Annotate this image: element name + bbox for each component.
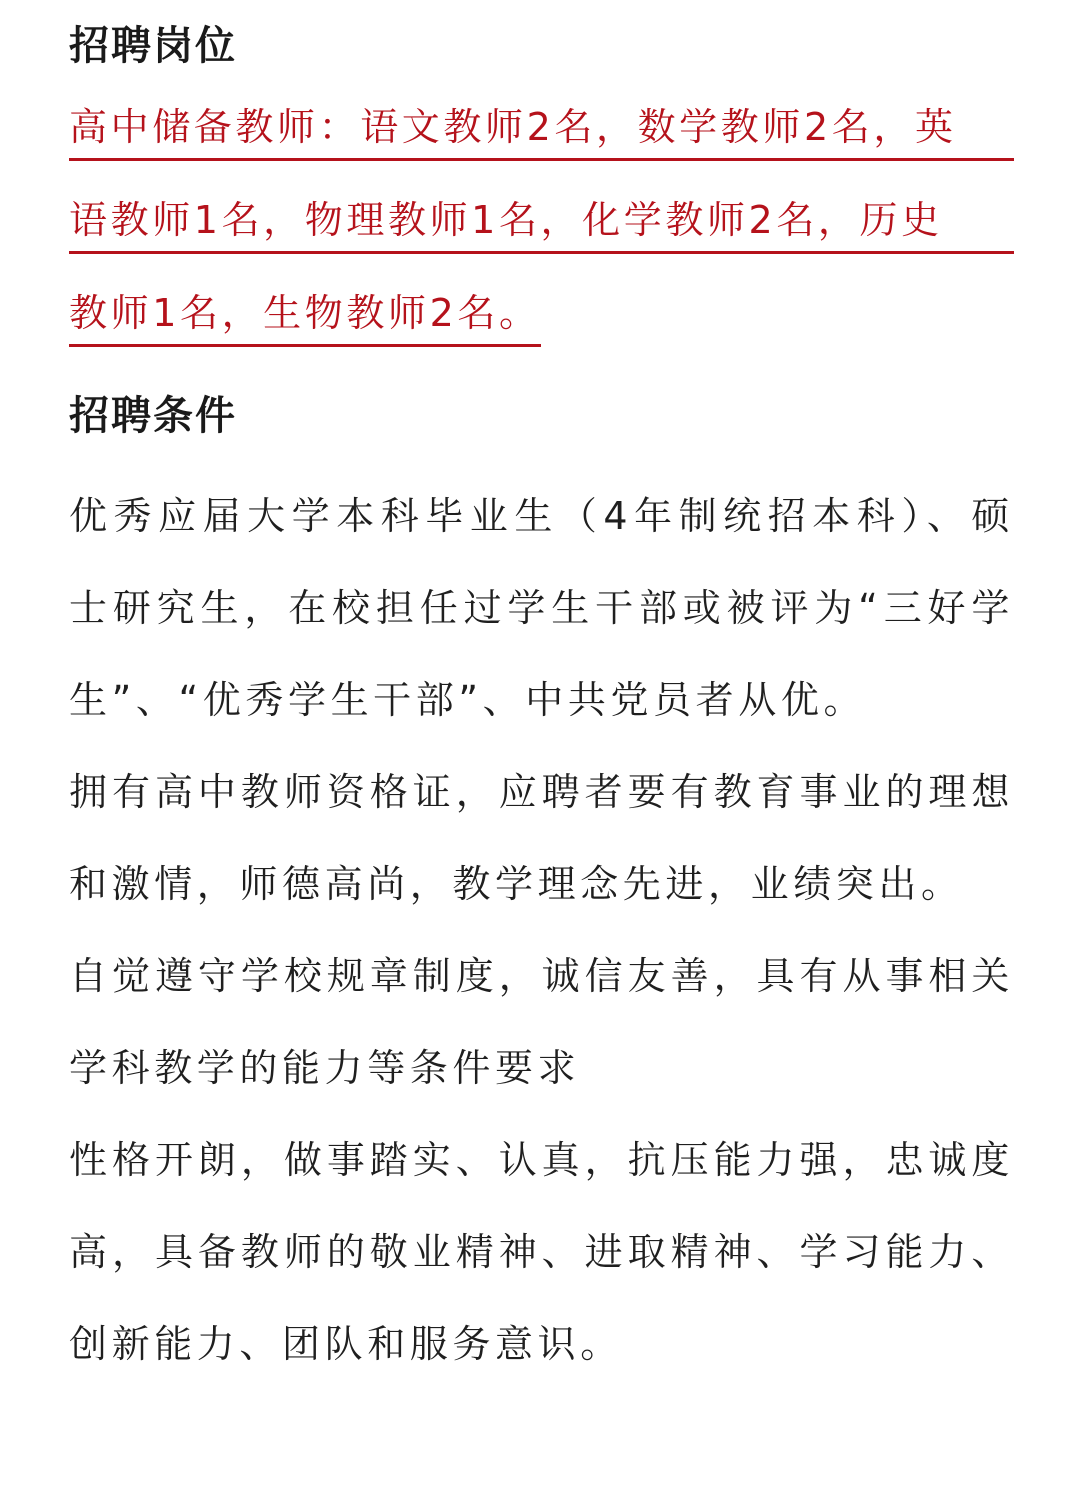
section-title-conditions: 招聘条件 bbox=[69, 393, 237, 439]
condition-paragraph: 自觉遵守学校规章制度，诚信友善，具有从事相关学科教学的能力等条件要求 bbox=[69, 954, 1014, 1090]
positions-line: 高中储备教师：语文教师2名，数学教师2名，英 bbox=[69, 96, 1014, 161]
condition-paragraph: 拥有高中教师资格证，应聘者要有教育事业的理想和激情，师德高尚，教学理念先进，业绩突出。 bbox=[69, 770, 1014, 906]
section-title-positions: 招聘岗位 bbox=[69, 23, 237, 69]
condition-paragraph: 优秀应届大学本科毕业生（4年制统招本科）、硕士研究生，在校担任过学生干部或被评为“三好学生”、“优秀学生干部”、中共党员者从优。 bbox=[69, 494, 1014, 722]
conditions-list bbox=[69, 470, 1014, 1390]
positions-line: 教师1名，生物教师2名。 bbox=[69, 282, 541, 347]
positions-highlight bbox=[69, 96, 1014, 375]
condition-paragraph: 性格开朗，做事踏实、认真，抗压能力强，忠诚度高，具备教师的敬业精神、进取精神、学习能力、创新能力、团队和服务意识。 bbox=[69, 1138, 1014, 1366]
positions-line: 语教师1名，物理教师1名，化学教师2名，历史 bbox=[69, 189, 1014, 254]
